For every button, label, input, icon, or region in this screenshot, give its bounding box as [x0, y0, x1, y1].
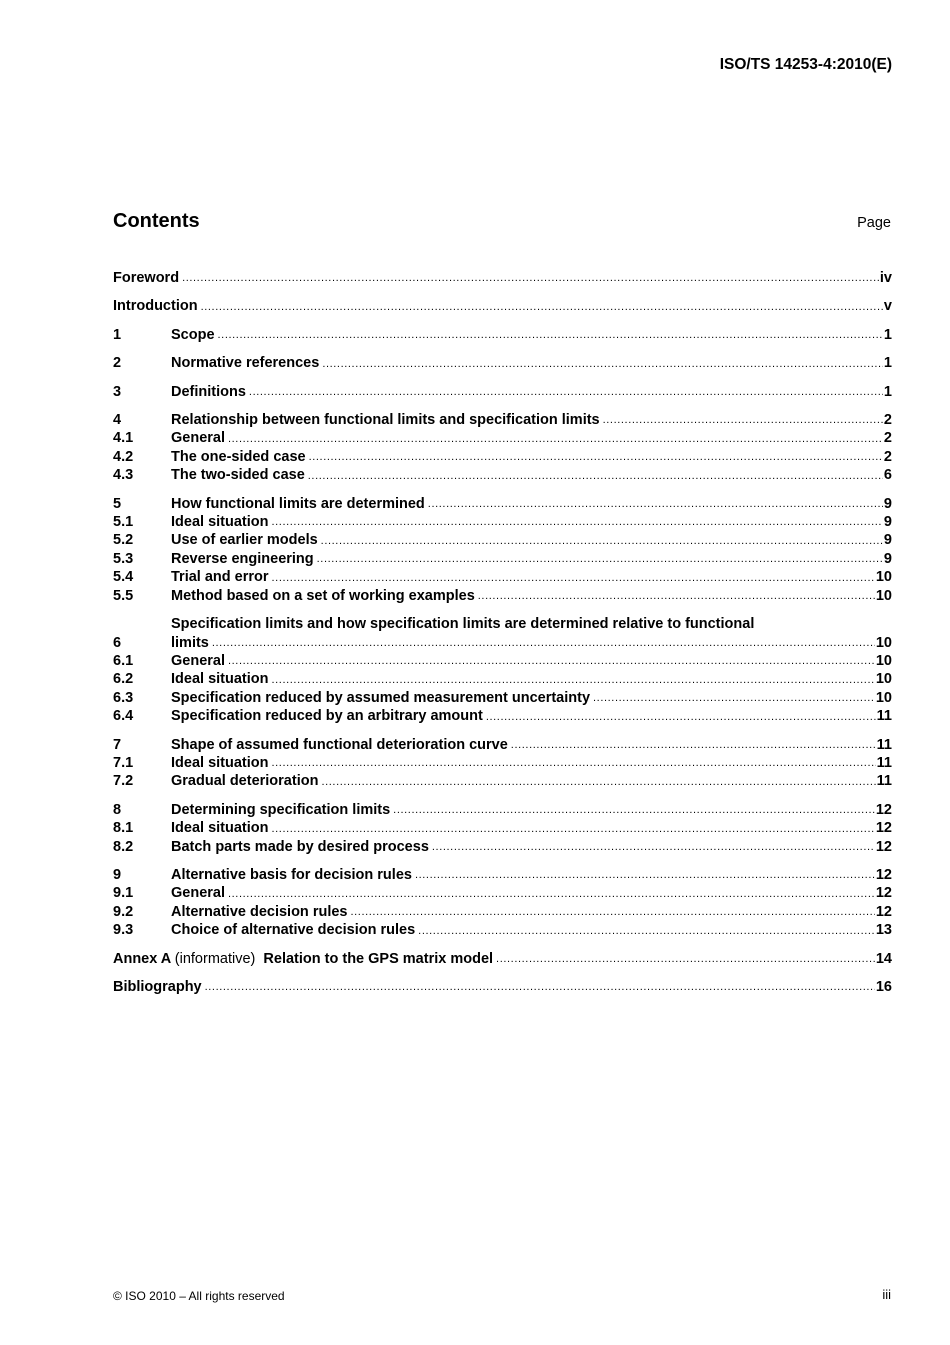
- toc-leader: [272, 516, 883, 528]
- toc-entry-title: Normative references: [171, 355, 320, 372]
- toc-entry-page: 10: [875, 634, 892, 651]
- toc-entry-page: 1: [883, 355, 892, 372]
- toc-group-2: [113, 354, 892, 372]
- toc-entry-6-3[interactable]: [113, 689, 892, 707]
- toc-entry-page: 10: [875, 671, 892, 688]
- toc-entry-title-line2: limits: [171, 634, 209, 651]
- toc-entry-8-1[interactable]: [113, 819, 892, 837]
- toc-group-5: [113, 495, 892, 605]
- annex-qualifier: (informative): [174, 950, 256, 967]
- toc-entry-title: Reverse engineering: [171, 550, 314, 567]
- toc-entry-7-2[interactable]: [113, 772, 892, 790]
- toc-entry-page: 10: [875, 689, 892, 706]
- toc-entry-7[interactable]: [113, 736, 892, 754]
- page-title: Contents: [113, 210, 200, 232]
- toc-group-4: [113, 411, 892, 485]
- toc-entry-5-1[interactable]: [113, 513, 892, 531]
- toc-entry-page: 13: [875, 922, 892, 939]
- footer-page-number: iii: [882, 1287, 891, 1302]
- toc-entry-8-2[interactable]: [113, 838, 892, 856]
- toc-entry-4-2[interactable]: [113, 448, 892, 466]
- toc-leader: [393, 804, 875, 816]
- toc-entry-number: 6.1: [113, 652, 134, 669]
- toc-entry-number: 4: [113, 412, 122, 429]
- toc-leader: [182, 272, 879, 284]
- toc-entry-title: Relationship between functional limits and specification limits: [171, 412, 600, 429]
- toc-entry-title: Method based on a set of working examples: [171, 587, 475, 604]
- toc-group-bibliography: [113, 978, 892, 996]
- toc-group-foreword: [113, 269, 892, 287]
- toc-entry-title: Foreword: [113, 270, 180, 286]
- toc-entry-number: 9.3: [113, 922, 134, 939]
- toc-group-annex-a: [113, 950, 892, 968]
- toc-entry-5-4[interactable]: [113, 568, 892, 586]
- toc-entry-annex-a[interactable]: [113, 950, 892, 968]
- toc-entry-number: 4.1: [113, 430, 134, 447]
- toc-entry-title: Specification reduced by an arbitrary amount: [171, 708, 483, 725]
- toc-leader: [603, 414, 883, 426]
- toc-entry-5-5[interactable]: [113, 587, 892, 605]
- toc-entry-6[interactable]: [113, 615, 892, 652]
- toc-entry-page: 16: [875, 979, 892, 995]
- toc-entry-page: 1: [883, 383, 892, 400]
- toc-entry-9[interactable]: [113, 866, 892, 884]
- annex-title: Relation to the GPS matrix model: [263, 950, 494, 967]
- toc-group-6: [113, 615, 892, 725]
- toc-group-8: [113, 801, 892, 856]
- toc-entry-title: Ideal situation: [171, 754, 269, 771]
- toc-leader: [486, 711, 876, 723]
- toc-entry-introduction[interactable]: [113, 297, 892, 315]
- toc-entry-number: 5: [113, 495, 122, 512]
- toc-entry-number: 4.3: [113, 467, 134, 484]
- toc-leader: [478, 590, 875, 602]
- toc-leader: [418, 925, 875, 937]
- toc-leader: [228, 888, 875, 900]
- toc-entry-number: 6.4: [113, 708, 134, 725]
- toc-entry-title: General: [171, 430, 225, 447]
- toc-entry-number: 8.1: [113, 820, 134, 837]
- toc-entry-1[interactable]: [113, 326, 892, 344]
- toc-entry-number: 5.2: [113, 532, 134, 549]
- toc-group-9: [113, 866, 892, 940]
- toc-entry-6-2[interactable]: [113, 670, 892, 688]
- toc-entry-bibliography[interactable]: [113, 978, 892, 996]
- toc-entry-title: General: [171, 885, 225, 902]
- toc-entry-page: 12: [875, 801, 892, 818]
- toc-leader: [272, 823, 875, 835]
- toc-entry-number: 7: [113, 736, 122, 753]
- toc-entry-number: 9.2: [113, 903, 134, 920]
- toc-entry-page: 11: [876, 773, 892, 790]
- toc-leader: [511, 739, 876, 751]
- toc-entry-title: Gradual deterioration: [171, 773, 319, 790]
- toc-entry-page: 10: [875, 569, 892, 586]
- toc-entry-title: Determining specification limits: [171, 801, 391, 818]
- toc-entry-7-1[interactable]: [113, 754, 892, 772]
- toc-group-1: [113, 326, 892, 344]
- toc-entry-number: 5.3: [113, 550, 134, 567]
- toc-entry-6-1[interactable]: [113, 652, 892, 670]
- toc-entry-title: Alternative basis for decision rules: [171, 866, 412, 883]
- toc-entry-title: Batch parts made by desired process: [171, 838, 429, 855]
- toc-entry-8[interactable]: [113, 801, 892, 819]
- toc-entry-title: Trial and error: [171, 569, 269, 586]
- toc-entry-page: 12: [875, 838, 892, 855]
- toc-entry-title: General: [171, 652, 225, 669]
- toc-entry-page: 9: [883, 532, 892, 549]
- toc-entry-number: 4.2: [113, 448, 134, 465]
- toc-entry-page: iv: [879, 270, 892, 286]
- toc-leader: [228, 433, 883, 445]
- toc-entry-5[interactable]: [113, 495, 892, 513]
- toc-entry-title: Scope: [171, 326, 215, 343]
- toc-leader: [496, 953, 875, 965]
- toc-entry-9-2[interactable]: [113, 903, 892, 921]
- toc-entry-9-1[interactable]: [113, 884, 892, 902]
- toc-entry-6-4[interactable]: [113, 707, 892, 725]
- table-of-contents: [113, 269, 892, 1006]
- toc-entry-title: Shape of assumed functional deterioration curve: [171, 736, 508, 753]
- toc-entry-page: 1: [883, 326, 892, 343]
- toc-entry-page: v: [883, 298, 892, 315]
- toc-group-3: [113, 383, 892, 401]
- toc-leader: [201, 301, 883, 313]
- toc-entry-9-3[interactable]: [113, 921, 892, 939]
- toc-entry-page: 12: [875, 866, 892, 883]
- toc-leader: [432, 841, 875, 853]
- toc-entry-5-3[interactable]: [113, 550, 892, 568]
- toc-leader: [205, 981, 875, 993]
- toc-entry-number: 2: [113, 355, 122, 372]
- toc-entry-number: 7.1: [113, 754, 134, 771]
- toc-entry-title: Choice of alternative decision rules: [171, 922, 416, 939]
- toc-leader: [321, 776, 875, 788]
- toc-group-introduction: [113, 297, 892, 315]
- footer-copyright: © ISO 2010 – All rights reserved: [113, 1289, 285, 1303]
- toc-entry-page: 10: [875, 587, 892, 604]
- page-column-label: Page: [857, 215, 891, 231]
- toc-leader: [228, 655, 875, 667]
- toc-entry-number: 1: [113, 326, 122, 343]
- toc-entry-2[interactable]: [113, 354, 892, 372]
- toc-entry-page: 9: [883, 514, 892, 531]
- toc-entry-number: 8.2: [113, 838, 134, 855]
- toc-entry-title: [113, 950, 493, 968]
- toc-entry-4[interactable]: [113, 411, 892, 429]
- toc-entry-title: Ideal situation: [171, 514, 269, 531]
- toc-leader: [272, 572, 875, 584]
- toc-entry-number: 3: [113, 383, 122, 400]
- toc-entry-number: 7.2: [113, 773, 134, 790]
- toc-entry-title: How functional limits are determined: [171, 495, 425, 512]
- toc-entry-number: 6: [113, 634, 122, 651]
- toc-entry-3[interactable]: [113, 383, 892, 401]
- toc-leader: [249, 386, 883, 398]
- toc-leader: [272, 674, 875, 686]
- toc-entry-5-2[interactable]: [113, 531, 892, 549]
- toc-entry-page: 12: [875, 820, 892, 837]
- toc-leader: [322, 358, 883, 370]
- toc-group-7: [113, 736, 892, 791]
- toc-entry-title: Definitions: [171, 383, 246, 400]
- toc-entry-page: 10: [875, 652, 892, 669]
- toc-leader: [321, 535, 883, 547]
- toc-entry-title: Ideal situation: [171, 671, 269, 688]
- toc-entry-page: 2: [883, 448, 892, 465]
- toc-entry-page: 2: [883, 412, 892, 429]
- toc-leader: [309, 451, 883, 463]
- toc-entry-title: Alternative decision rules: [171, 903, 348, 920]
- toc-entry-number: 9: [113, 866, 122, 883]
- annex-prefix: Annex A: [113, 950, 171, 967]
- toc-entry-page: 9: [883, 495, 892, 512]
- toc-entry-number: 6.3: [113, 689, 134, 706]
- toc-entry-page: 9: [883, 550, 892, 567]
- toc-entry-page: 11: [876, 754, 892, 771]
- toc-entry-page: 12: [875, 885, 892, 902]
- document-identifier: ISO/TS 14253-4:2010(E): [719, 56, 892, 73]
- toc-leader: [212, 637, 875, 649]
- toc-entry-number: 8: [113, 801, 122, 818]
- toc-entry-page: 2: [883, 430, 892, 447]
- toc-leader: [272, 757, 876, 769]
- toc-entry-title: Introduction: [113, 298, 198, 315]
- toc-entry-number: 5.4: [113, 569, 134, 586]
- toc-entry-number: 6.2: [113, 671, 134, 688]
- toc-entry-title: Use of earlier models: [171, 532, 318, 549]
- toc-leader: [350, 906, 874, 918]
- toc-leader: [593, 692, 875, 704]
- toc-entry-title: Specification reduced by assumed measurement uncertainty: [171, 689, 591, 706]
- toc-leader: [317, 553, 883, 565]
- toc-entry-number: 9.1: [113, 885, 134, 902]
- toc-entry-number: 5.5: [113, 587, 134, 604]
- toc-entry-4-3[interactable]: [113, 466, 892, 484]
- toc-entry-page: 11: [876, 736, 892, 753]
- toc-entry-number: 5.1: [113, 514, 134, 531]
- toc-leader: [428, 498, 883, 510]
- toc-entry-title: Bibliography: [113, 979, 202, 995]
- toc-entry-title: The two-sided case: [171, 467, 305, 484]
- toc-entry-page: 14: [875, 950, 892, 967]
- toc-entry-4-1[interactable]: [113, 429, 892, 447]
- toc-leader: [415, 869, 875, 881]
- toc-entry-foreword[interactable]: [113, 269, 892, 287]
- toc-entry-page: 6: [883, 467, 892, 484]
- toc-entry-page: 12: [875, 903, 892, 920]
- toc-leader: [308, 470, 883, 482]
- toc-entry-title: The one-sided case: [171, 448, 306, 465]
- toc-entry-title-line1: Specification limits and how specification limits are determined relative to functional: [171, 616, 755, 633]
- toc-entry-title: Ideal situation: [171, 820, 269, 837]
- toc-leader: [218, 329, 883, 341]
- toc-entry-page: 11: [876, 708, 892, 725]
